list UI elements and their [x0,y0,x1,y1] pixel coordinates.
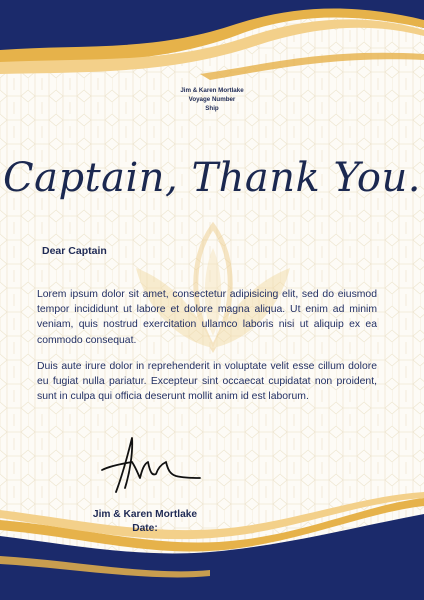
body-paragraph: Duis aute irure dolor in reprehenderit in voluptate velit esse cillum dolore eu fugiat nulla pariatur. Excepteur sint occaecat cupidatat non proident, sunt in culpa qui officia deserunt mollit anim id est laborum. [37,360,377,403]
letter-title: Captain, Thank You. [3,155,421,201]
salutation: Dear Captain [42,245,107,257]
letter-header [0,86,424,113]
header-voyage-number: Voyage Number [188,96,236,103]
header-names: Jim & Karen Mortlake [180,87,244,94]
body-paragraph: Lorem ipsum dolor sit amet, consectetur adipisicing elit, sed do eiusmod tempor incididunt ut labore et dolore magna aliqua. Ut enim ad minim veniam, quis nostrud exercitation ullamco laboris nisi ut aliquip ex ea commodo consequat. [37,289,377,346]
signer-name: Jim & Karen Mortlake [92,509,198,520]
signature-icon [92,432,202,504]
bottom-wave-decoration [0,490,424,600]
header-ship: Ship [205,105,219,112]
letter-body [37,287,377,415]
signoff [72,508,218,536]
date-label: Date: [132,523,158,534]
